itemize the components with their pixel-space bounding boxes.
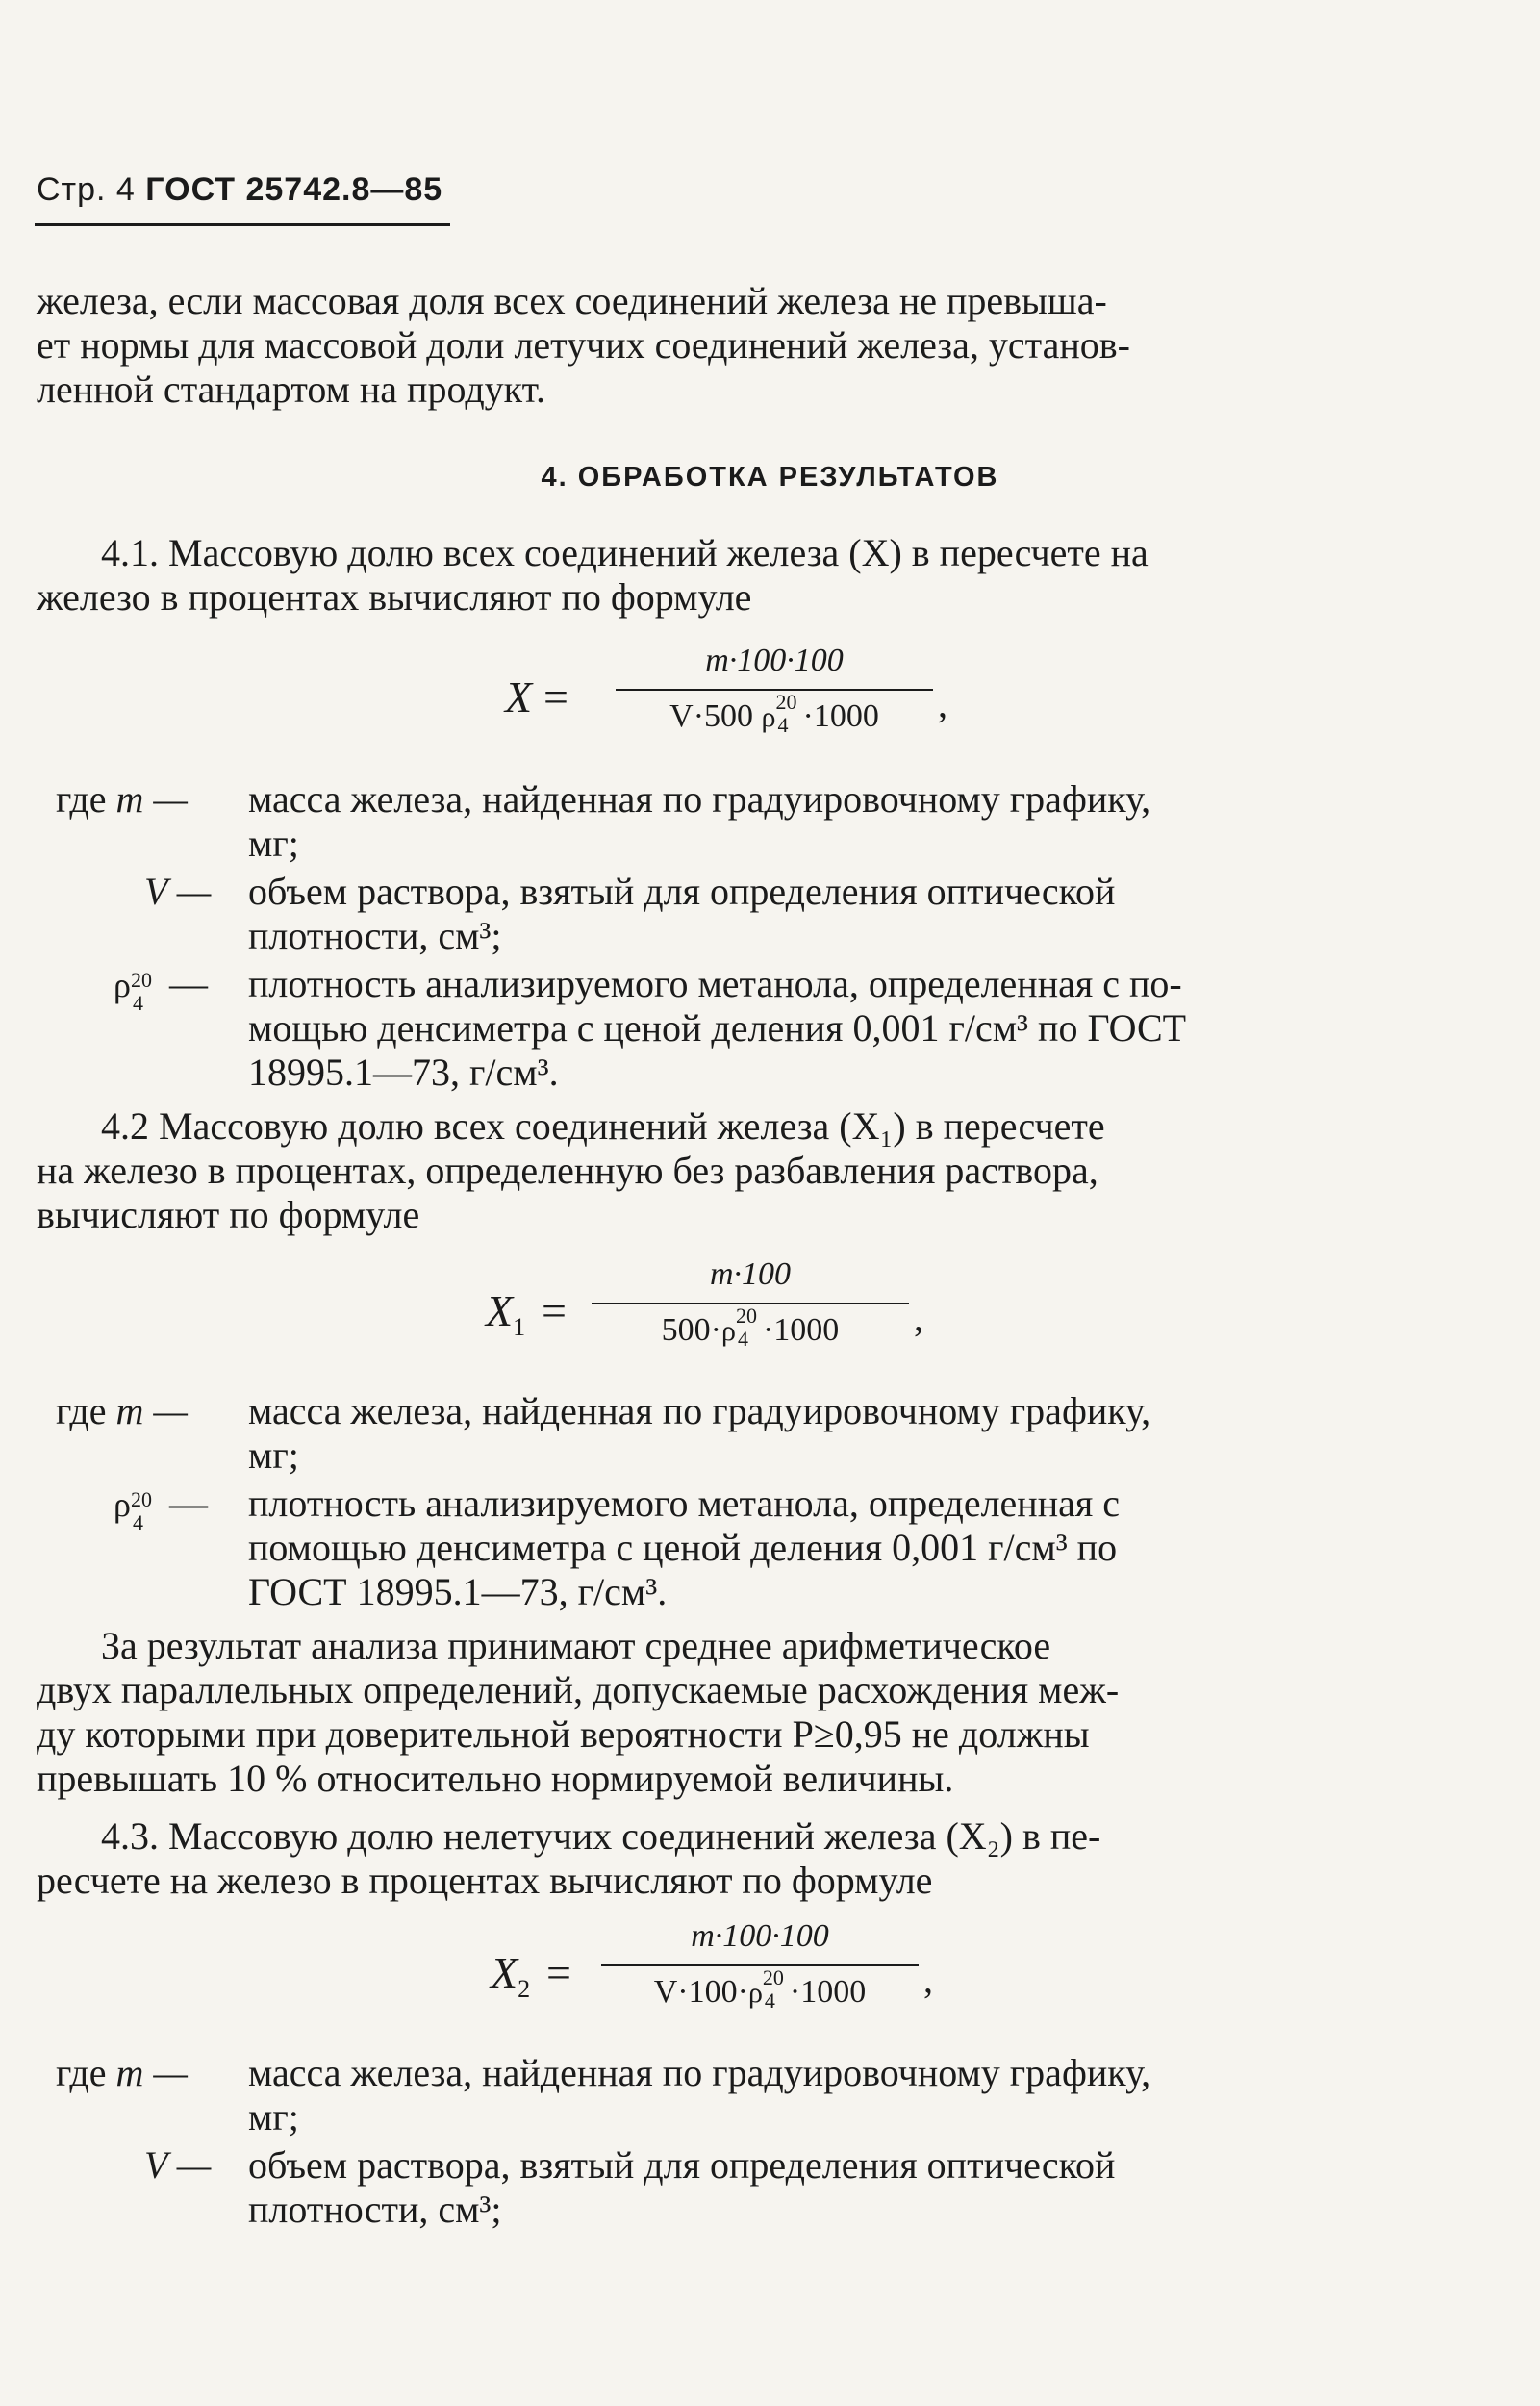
intro-line: ет нормы для массовой доли летучих соединений железа, установ- [37,323,1130,367]
page-label: Стр. 4 [37,171,136,208]
formula-equals: = [546,1948,571,1997]
paragraph-4-1-line: железо в процентах вычисляют по формуле [37,575,752,619]
definition-v: объем раствора, взятый для определения оптической плотности, см³; [248,870,1116,957]
section-title: 4. ОБРАБОТКА РЕЗУЛЬТАТОВ [541,462,999,493]
symbol-v: V — [144,2143,212,2187]
definition-m: масса железа, найденная по градуировочному графику, мг; [248,2051,1151,2139]
paragraph-4-2-line: вычисляют по формуле [37,1193,420,1236]
formula-numerator: m·100·100 [691,1918,829,1954]
intro-line: железа, если массовая доля всех соединений железа не превыша- [37,279,1107,322]
result-paragraph-line: За результат анализа принимают среднее арифметическое [101,1624,1051,1667]
formula-comma: , [938,682,947,725]
result-paragraph-line: ду которыми при доверительной вероятности P≥0,95 не должны [37,1712,1090,1756]
paragraph-4-2-line: 4.2 Массовую долю всех соединений железа (X₁) в пересчете [101,1104,1105,1148]
where-label: где m — [56,777,188,821]
formula-comma: , [914,1296,923,1339]
definition-rho: плотность анализируемого метанола, определенная с помощью денсиметра с ценой деления 0,001 г/см³ по ГОСТ 18995.1—73, г/см³. [248,1482,1121,1613]
formula-denominator: V·100·ρ 20 4 ·1000 [653,1965,867,2013]
formula-lhs: $X_2$ [491,1948,531,2004]
symbol-rho: ρ 20 4 — [114,962,208,1015]
formula-lhs: X [505,672,533,722]
paragraph-4-1-line: 4.1. Массовую долю всех соединений железа (X) в пересчете на [101,531,1149,574]
formula-x2 [491,1918,943,2034]
formula-numerator: m·100 [709,1256,792,1292]
formula-denominator: 500·ρ 20 4 ·1000 [661,1304,840,1351]
formula-equals: = [542,1286,567,1335]
result-paragraph-line: двух параллельных определений, допускаемые расхождения меж- [37,1668,1120,1711]
paragraph-4-3-line: ресчете на железо в процентах вычисляют по формуле [37,1859,933,1902]
paragraph-4-3-line: 4.3. Массовую долю нелетучих соединений железа (X₂) в пе- [101,1814,1101,1858]
definition-v: объем раствора, взятый для определения оптической плотности, см³; [248,2143,1116,2231]
formula-x1 [486,1256,938,1372]
formula-comma: , [923,1958,933,2001]
paragraph-4-2-line: на железо в процентах, определенную без разбавления раствора, [37,1149,1098,1192]
result-paragraph-line: превышать 10 % относительно нормируемой величины. [37,1757,954,1800]
formula-lhs: $X_1$ [486,1286,526,1342]
definition-m: масса железа, найденная по градуировочному графику, мг; [248,777,1151,865]
symbol-v: V — [144,870,212,913]
formula-denominator: V·500 ρ 20 4 ·1000 [669,690,879,737]
where-label: где m — [56,2051,188,2094]
definition-m: масса железа, найденная по градуировочному графику, мг; [248,1389,1151,1477]
definition-rho: плотность анализируемого метанола, определенная с по- мощью денсиметра с ценой деления 0,001 г/см³ по ГОСТ 18995.1—73, г/см³. [248,962,1187,1094]
formula-numerator: m·100·100 [705,643,844,678]
fraction-bar [616,689,933,691]
running-header [37,171,442,209]
header-rule [35,223,450,226]
fraction-bar [601,1964,919,1966]
where-label: где m — [56,1389,188,1432]
symbol-rho: ρ 20 4 — [114,1482,208,1534]
formula-equals: = [543,672,568,722]
standard-number: ГОСТ 25742.8—85 [145,171,443,208]
formula-x [505,643,947,758]
intro-line: ленной стандартом на продукт. [37,367,546,411]
